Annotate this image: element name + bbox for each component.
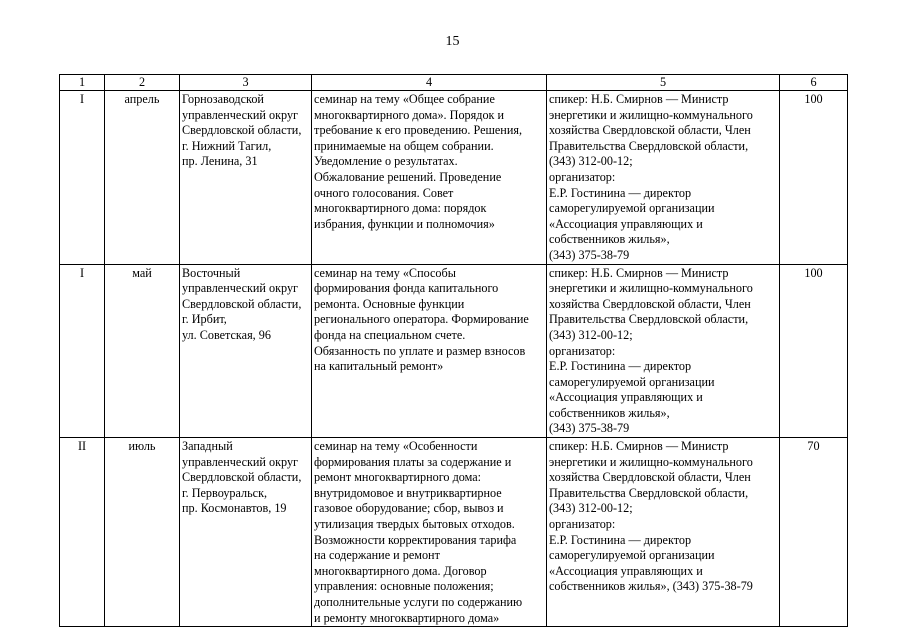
speakers-cell-line: энергетики и жилищно-коммунального [549,454,753,469]
header-cell: 6 [780,75,848,91]
topic-cell-line: Уведомление о результатах. [314,154,458,169]
location-cell-line: управленческий округ [182,107,299,122]
topic-cell-line: требование к его проведению. Решения, [314,123,523,138]
month-cell: апрель [105,91,180,265]
location-cell-line: Западный [182,439,233,454]
location-cell [180,264,312,438]
topic-cell-line: ремонт многоквартирного дома: [314,470,482,485]
topic-cell-line: утилизация твердых бытовых отходов. [314,517,515,532]
location-cell [180,91,312,265]
topic-cell-line: многоквартирного дома». Порядок и [314,107,505,122]
speakers-cell-line: Правительства Свердловской области, [549,485,749,500]
quarter-cell: II [60,438,105,627]
speakers-cell-line: хозяйства Свердловской области, Член [549,296,751,311]
speakers-cell-line: Е.Р. Гостинина — директор [549,359,692,374]
header-cell: 1 [60,75,105,91]
speakers-cell [547,438,780,627]
topic-cell-line: формирования фонда капитального [314,281,499,296]
speakers-cell-line: Е.Р. Гостинина — директор [549,185,692,200]
topic-cell [312,438,547,627]
location-cell-line: управленческий округ [182,454,299,469]
speakers-cell-line: «Ассоциация управляющих и [549,390,703,405]
topic-cell-line: формирования платы за содержание и [314,454,512,469]
location-cell-line: Свердловской области, [182,470,302,485]
speakers-cell-line: спикер: Н.Б. Смирнов — Министр [549,92,729,106]
location-cell-line: управленческий округ [182,281,299,296]
header-cell: 3 [180,75,312,91]
topic-cell-line: Обжалование решений. Проведение [314,169,502,184]
topic-cell-line: газовое оборудование; сбор, вывоз и [314,501,504,516]
topic-cell-line: очного голосования. Совет [314,185,454,200]
topic-cell-line: на содержание и ремонт [314,548,440,563]
location-cell-line: Горнозаводской [182,92,264,106]
speakers-cell-line: (343) 375-38-79 [549,421,630,436]
topic-cell-line: управления: основные положения; [314,579,494,594]
topic-cell-line: дополнительные услуги по содержанию [314,595,523,609]
header-cell: 2 [105,75,180,91]
speakers-cell-line: организатор: [549,517,616,532]
topic-cell [312,91,547,265]
topic-cell [312,264,547,438]
location-cell-line: Свердловской области, [182,296,302,311]
topic-cell-line: Возможности корректирования тарифа [314,532,517,547]
speakers-cell-line: собственников жилья», [549,232,670,247]
month-cell: июль [105,438,180,627]
speakers-cell-line: спикер: Н.Б. Смирнов — Министр [549,439,729,454]
participants-cell: 100 [780,264,848,438]
table-row [60,438,848,627]
speakers-cell-line: (343) 312-00-12; [549,501,633,516]
speakers-cell-line: «Ассоциация управляющих и [549,216,703,231]
location-cell-line: Восточный [182,265,241,280]
quarter-cell: I [60,91,105,265]
speakers-cell [547,91,780,265]
topic-cell-line: семинар на тему «Особенности [314,439,478,454]
speakers-cell-line: (343) 312-00-12; [549,327,633,342]
speakers-cell-line: организатор: [549,169,616,184]
table-header-row [60,75,848,91]
topic-cell-line: ремонта. Основные функции [314,296,465,311]
page-number: 15 [445,34,460,49]
location-cell-line: ул. Советская, 96 [182,327,271,342]
speakers-cell-line: Правительства Свердловской области, [549,312,749,327]
topic-cell-line: принимаемые на общем собрании. [314,138,494,153]
topic-cell-line: избрания, функции и полномочия» [314,216,495,231]
location-cell-line: г. Ирбит, [182,312,227,327]
table-row [60,264,848,438]
topic-cell-line: регионального оператора. Формирование [314,312,529,327]
location-cell-line: Свердловской области, [182,123,302,138]
speakers-cell [547,264,780,438]
participants-cell: 100 [780,91,848,265]
quarter-cell: I [60,264,105,438]
speakers-cell-line: Правительства Свердловской области, [549,138,749,153]
location-cell-line: г. Первоуральск, [182,485,268,500]
header-cell: 5 [547,75,780,91]
topic-cell-line: фонда на специальном счете. [314,327,466,342]
speakers-cell-line: Е.Р. Гостинина — директор [549,532,692,547]
month-cell: май [105,264,180,438]
location-cell-line: пр. Ленина, 31 [182,154,258,169]
topic-cell-line: многоквартирного дома: порядок [314,201,487,216]
participants-cell: 70 [780,438,848,627]
table-row [60,91,848,265]
speakers-cell-line: организатор: [549,343,616,358]
speakers-cell-line: (343) 375-38-79 [549,247,630,262]
location-cell [180,438,312,627]
topic-cell-line: на капитальный ремонт» [314,359,444,374]
topic-cell-line: внутридомовое и внутриквартирное [314,485,502,500]
location-cell-line: г. Нижний Тагил, [182,138,272,153]
topic-cell-line: многоквартирного дома. Договор [314,563,487,578]
speakers-cell-line: собственников жилья», (343) 375-38-79 [549,579,753,594]
speakers-cell-line: (343) 312-00-12; [549,154,633,169]
speakers-cell-line: собственников жилья», [549,405,670,420]
topic-cell-line: и ремонту многоквартирного дома» [314,610,500,625]
speakers-cell-line: энергетики и жилищно-коммунального [549,281,753,296]
topic-cell-line: Обязанность по уплате и размер взносов [314,343,526,358]
topic-cell-line: семинар на тему «Способы [314,265,456,280]
speakers-cell-line: саморегулируемой организации [549,374,715,389]
header-cell: 4 [312,75,547,91]
topic-cell-line: семинар на тему «Общее собрание [314,92,495,106]
speakers-cell-line: саморегулируемой организации [549,548,715,563]
location-cell-line: пр. Космонавтов, 19 [182,501,287,516]
speakers-cell-line: саморегулируемой организации [549,201,715,216]
events-table [59,74,848,627]
speakers-cell-line: хозяйства Свердловской области, Член [549,123,751,138]
speakers-cell-line: энергетики и жилищно-коммунального [549,107,753,122]
speakers-cell-line: спикер: Н.Б. Смирнов — Министр [549,265,729,280]
speakers-cell-line: «Ассоциация управляющих и [549,563,703,578]
speakers-cell-line: хозяйства Свердловской области, Член [549,470,751,485]
